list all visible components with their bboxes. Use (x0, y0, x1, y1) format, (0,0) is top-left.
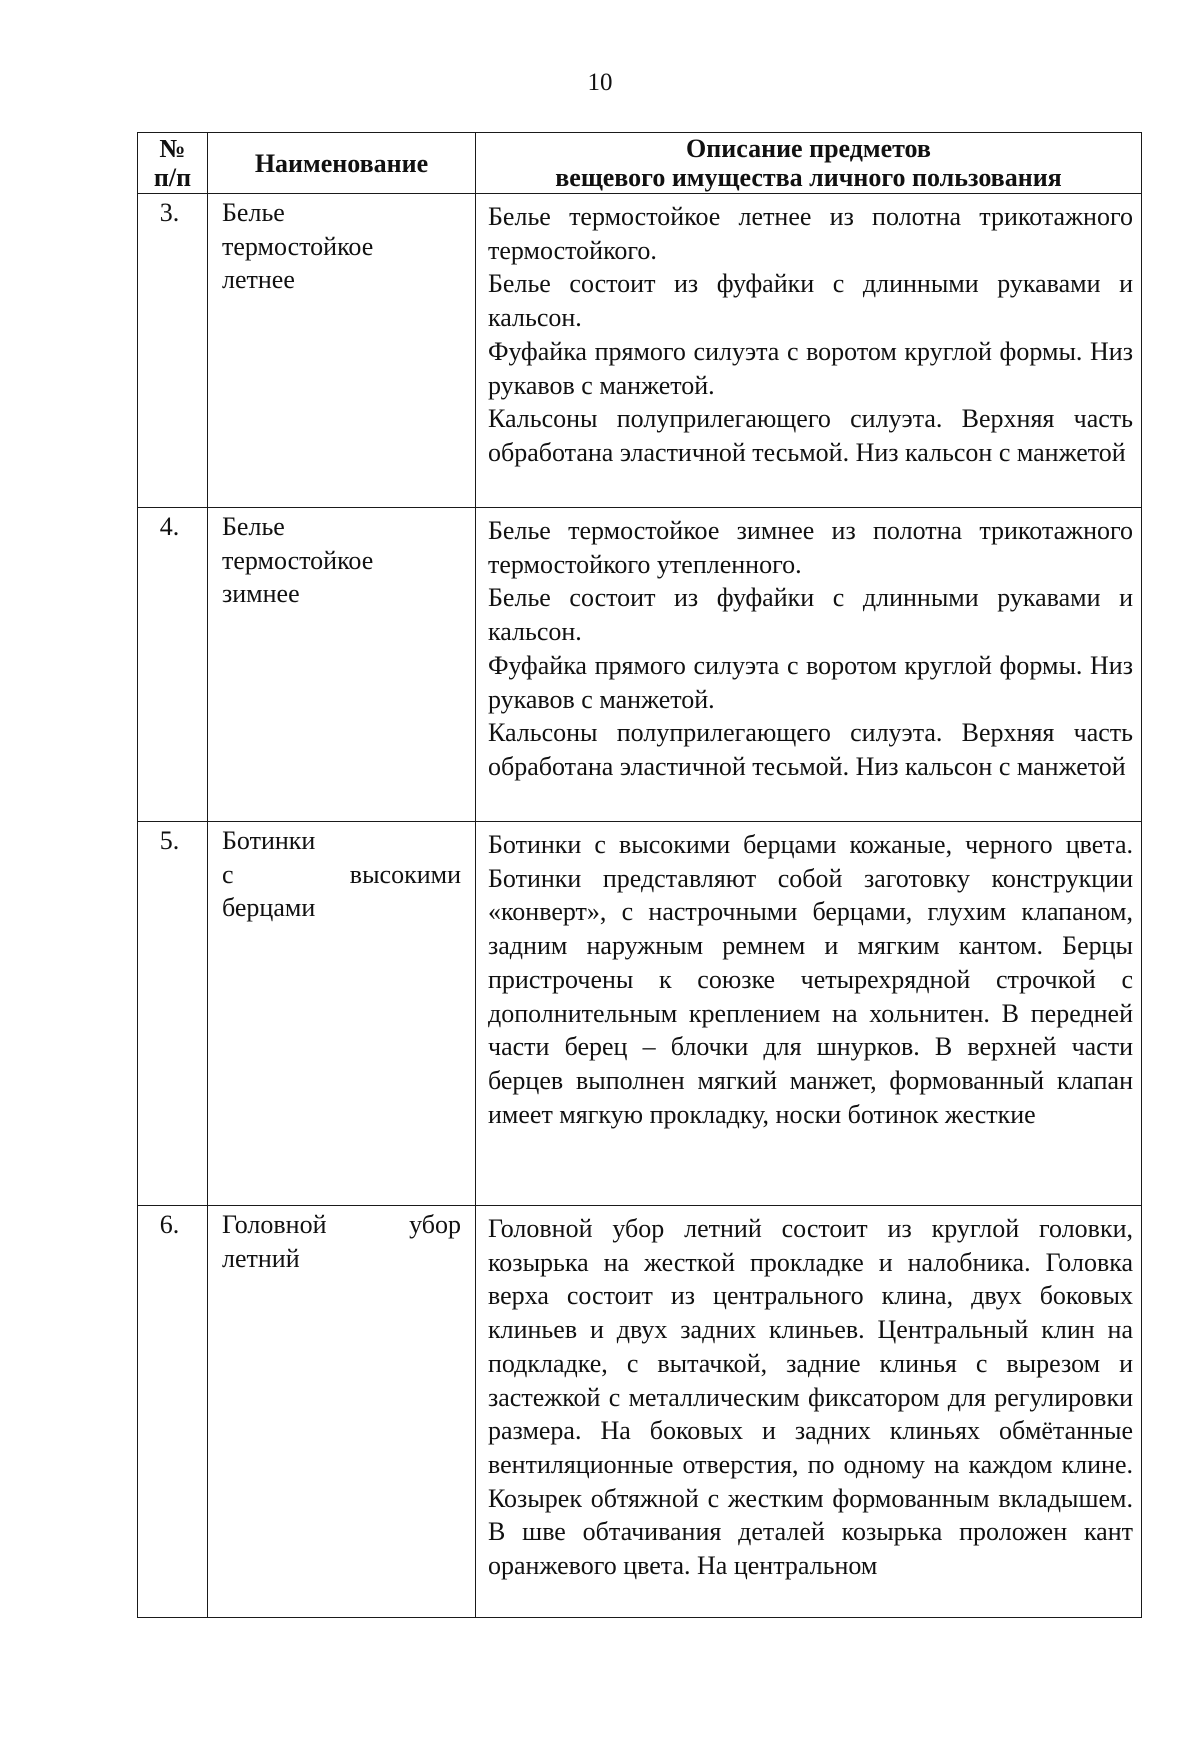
description-paragraph: Фуфайка прямого силуэта с воротом круглой формы. Низ рукавов с манжетой. (488, 336, 1133, 400)
header-number-line1: № (159, 134, 186, 163)
header-description (476, 133, 1142, 194)
header-description-line2: вещевого имущества личного пользования (555, 163, 1062, 192)
page-number: 10 (587, 69, 613, 96)
items-table (137, 132, 1142, 1618)
header-number (138, 133, 208, 194)
row-number: 6. (138, 1206, 208, 1618)
table-row (138, 194, 1142, 508)
row-number: 3. (138, 194, 208, 508)
row-number: 5. (138, 822, 208, 1206)
header-number-line2: п/п (153, 163, 192, 192)
item-name-line: Ботинки (222, 826, 316, 855)
item-name-line: Головной убор (222, 1210, 461, 1239)
table-row (138, 1206, 1142, 1618)
description-paragraph: Головной убор летний состоит из круглой головки, козырька на жесткой прокладке и налобника. Головка верха состоит из центрального клина, двух боковых клиньев и двух задних клиньев. Центральный клин на подкладке, с вытачкой, задние клинья с вырезом и застежкой с металлическим фиксатором для регулировки размера. На боковых и задних клиньях обмётанные вентиляционные отверстия, по одному на каждом клине. Козырек обтяжной с жестким формованным вкладышем. В шве обтачивания деталей козырька проложен кант оранжевого цвета. На центральном (488, 1214, 1133, 1581)
item-name (208, 1206, 476, 1618)
item-name (208, 508, 476, 822)
item-name-line: Белье (222, 512, 285, 541)
description-paragraph: Кальсоны полуприлегающего силуэта. Верхняя часть обработана эластичной тесьмой. Низ кальсон с манжетой (488, 718, 1133, 781)
table-row (138, 508, 1142, 822)
item-name-line: Белье (222, 198, 285, 227)
header-name: Наименование (208, 133, 476, 194)
item-name-line: термостойкое (222, 231, 374, 261)
item-name-line: с высокими (222, 859, 461, 889)
description-paragraph: Белье термостойкое летнее из полотна трикотажного термостойкого. (488, 202, 1133, 265)
item-description (476, 1206, 1142, 1618)
item-description (476, 822, 1142, 1206)
description-paragraph: Ботинки с высокими берцами кожаные, черного цвета. Ботинки представляют собой заготовку конструкции «конверт», с настрочными берцами, глухим клапаном, задним наружным ремнем и мягким кантом. Берцы пристрочены к союзке четырехрядной строчкой с дополнительным креплением на хольнитен. В передней части берец – блочки для шнурков. В верхней части берцев выполнен мягкий манжет, формованный клапан имеет мягкую прокладку, носки ботинок жесткие (488, 830, 1133, 1129)
item-name (208, 194, 476, 508)
item-description (476, 508, 1142, 822)
header-description-line1: Описание предметов (686, 134, 931, 163)
item-name-line: летнее (222, 265, 295, 295)
description-paragraph: Кальсоны полуприлегающего силуэта. Верхняя часть обработана эластичной тесьмой. Низ кальсон с манжетой (488, 404, 1133, 467)
item-name-line: летний (222, 1243, 300, 1273)
table-row (138, 822, 1142, 1206)
table-header-row (138, 133, 1142, 194)
description-paragraph: Фуфайка прямого силуэта с воротом круглой формы. Низ рукавов с манжетой. (488, 650, 1133, 714)
item-description (476, 194, 1142, 508)
item-name (208, 822, 476, 1206)
item-name-line: берцами (222, 893, 316, 923)
description-paragraph: Белье состоит из фуфайки с длинными рукавами и кальсон. (488, 269, 1133, 333)
row-number: 4. (138, 508, 208, 822)
description-paragraph: Белье состоит из фуфайки с длинными рукавами и кальсон. (488, 583, 1133, 647)
item-name-line: термостойкое (222, 545, 374, 575)
item-name-line: зимнее (222, 579, 300, 609)
description-paragraph: Белье термостойкое зимнее из полотна трикотажного термостойкого утепленного. (488, 516, 1133, 579)
